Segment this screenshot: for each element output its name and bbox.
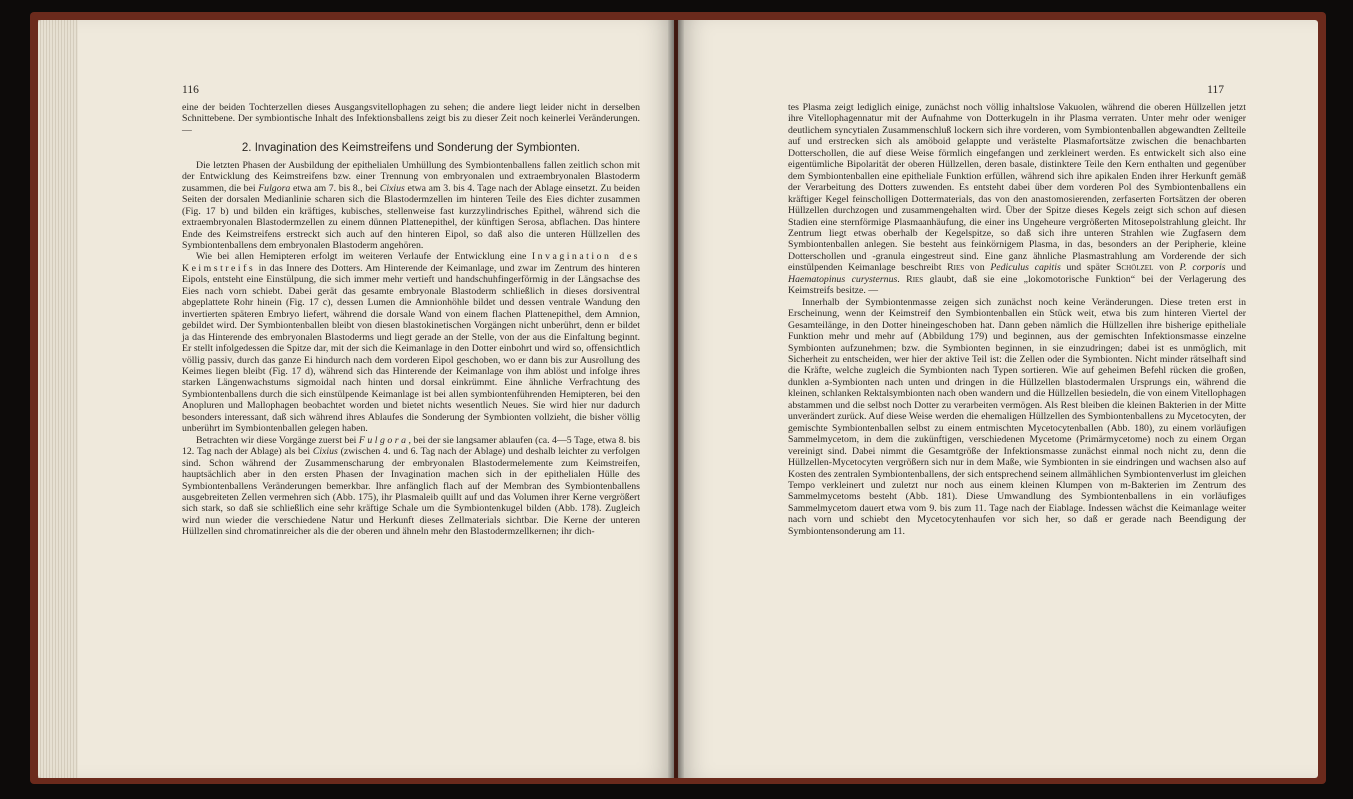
text-run: und [1225, 262, 1246, 274]
page-number-right: 117 [1207, 84, 1224, 96]
text-run: etwa am 7. bis 8., bei [290, 182, 380, 194]
paragraph-1 [182, 160, 640, 252]
paragraph-intro: eine der beiden Tochterzellen dieses Ausgangsvitellophagen zu sehen; die andere liegt leider nicht in derselben Schnittebene. Der symbiontische Inhalt des Infektionsballens zeigt bis zu dieser Zeit noch keinerlei Veränderungen. — [182, 102, 640, 136]
author-scholzel: Schölzel [1116, 262, 1154, 274]
paragraph-2 [182, 251, 640, 434]
page-edges [38, 20, 78, 778]
text-run: Wie bei allen Hemipteren erfolgt im weiteren Verlaufe der Entwicklung eine [196, 251, 532, 263]
right-page-text [788, 102, 1246, 537]
text-run: glaubt, daß sie eine „lokomotorische Funktion“ bei der Verlagerung des Keimstreifs besitze. — [788, 273, 1246, 297]
page-number-left: 116 [182, 84, 199, 96]
species-pediculus: Pediculus capitis [990, 262, 1061, 274]
text-run: und später [1060, 262, 1117, 274]
book-spread [30, 12, 1326, 784]
species-fulgora: Fulgora [258, 182, 291, 194]
text-run: in das Innere des Dotters. Am Hinterende der Keimanlage, und zwar im Zentrum des hinteren Eipols, entsteht eine Einstülpung, die sich immer mehr vertieft und handschuhfingerförmig in der Längsachse des Eies nach vorn schiebt. Dabei gerät das gesamte embryonale Blastoderm schließlich in dieses dorsiventral abgeplattete Rohr hinein (Fig. 17 c), dessen Lumen die Amnionhöhle bildet und dessen ventrale Wandung den invertierten späteren Embryo liefert, während die dorsale Wand von einem flachen Plattenepithel, dem Amnion, gebildet wird. Der Symbiontenballen bleibt von diesen blastokinetischen Vorgängen nicht unberührt, denn er bildet ja das Hinterende des embryonalen Blastoderms und liegt gerade an der Stelle, von der aus die Einfaltung beginnt. Er stellt infolgedessen die Spitze dar, mit der sich die Keimanlage in den Dotter einbohrt und wird so, offensichtlich völlig passiv, durch das ganze Ei hindurch nach dem vorderen Eipol geschoben, wo er dann bis zur Ausrollung des Keimes liegen bleibt (Fig. 17 d), während sich das Hinterende der Keimanlage von ihm ablöst und infolge ihres starken Längenwachstums sigmoidal nach hinten und dorsal einkrümmt. Eine ähnliche Verfrachtung des Symbiontenballens durch die sich einstülpende Keimanlage ist bei allen symbiontenführenden Hemipteren, bei den Anopluren und Mallophagen beobachtet worden und bietet nichts wesentlich Neues. Sie wird hier nur dadurch besonders interessant, daß sich während ihres Ablaufes die Sonderung der Symbionten vollzieht, die bisher völlig unberührt im Symbiontenballen gelegen haben. [182, 262, 640, 435]
left-page [38, 20, 674, 778]
spaced-term: Invagination des Keimstreifs [182, 251, 640, 274]
text-run: von [964, 262, 991, 274]
section-heading: 2. Invagination des Keimstreifens und Sonderung der Symbionten. [241, 142, 581, 155]
text-run: . [897, 273, 907, 285]
text-run: Betrachten wir diese Vorgänge zuerst bei [196, 434, 359, 446]
paragraph-1 [788, 102, 1246, 297]
author-ries: Ries [906, 273, 924, 285]
paragraph-2: Innerhalb der Symbiontenmasse zeigen sich zunächst noch keine Veränderungen. Diese treten erst in Erscheinung, wenn der Keimstreif den Symbiontenballen ein Stück weit, etwa bis zum hinteren Viertel der Gesamteilänge, in den Dotter hineingeschoben hat. Dann geben nämlich die Hüllzellen ihre bisherige epitheliale Funktion mehr und mehr auf (Abbildung 179) und beginnen, aus der gemischten Infektionsmasse einzelne Symbionten aufzunehmen; bzw. die Symbionten beginnen, in sie einzudringen; dabei ist es unmöglich, mit Sicherheit zu entscheiden, wer hier der aktive Teil ist: die Zellen oder die Symbionten. Nicht minder rätselhaft sind die Kräfte, welche zugleich die Symbionten nach Typen sortieren. Wie auf geheimen Befehl rücken die großen, dunklen a-Symbionten nach unten und dringen in die Hüllzellen blastodermalen Ursprungs ein, während die kleinen, schlanken Rektalsymbionten nach oben wandern und die Hüllzellen besiedeln, die von einem Vitellophagen abstammen und die selbst noch Dotter zu verarbeiten vermögen. Als Rest bleiben die kleinen Bakterien in der Mitte unverändert zurück. Auf diese Weise werden die ehemaligen Hüllzellen des Symbiontenballens zu Mycetocyten, der gemischte Symbiontenballen selbst zu einem entmischten Mycetocytenballen (Abb. 180), zu einem vorläufigen Sammelmycetom, in dem die zukünftigen, verschiedenen Mycetome (Primärmycetome) noch zu einem Organ vereinigt sind. Dabei nimmt die Gesamtgröße der Infektionsmasse zunächst einmal noch nicht zu, denn die Hüllzellen-Mycetocyten vergrößern sich nur in dem Maße, wie Symbionten in sie eindringen und wachsen also auf Kosten des zentralen Symbiontenballens, der sich entsprechend seinem allmählichen Symbiontenverlust im gleichen Tempo verkleinert und zuletzt nur noch aus einem kleinen Klumpen von m-Bakterien im Zentrum des Sammelmycetoms besteht (Abb. 181). Diese Umwandlung des Symbiontenballens in ein vorläufiges Sammelmycetom dauert etwa vom 9. bis zum 11. Tage nach der Eiablage. Indessen wächst die Keimanlage weiter nach vorn und schiebt den Mycetocytenhaufen vor sich her, so daß er gerade nach Beendigung der Symbiontensonderung am 11. [788, 296, 1246, 537]
text-run: von [1153, 262, 1180, 274]
species-haematopinus: Haematopinus curysternus [788, 273, 898, 285]
text-run: (zwischen 4. und 6. Tag nach der Ablage) und deshalb leichter zu verfolgen sind. Schon während der Zusammenscharung der embryonalen Blastodermelemente zum Keimstreifen, hauptsächlich aber in den ersten Phasen der Invagination machen sich in der epithelialen Hülle des Symbiontenballens Veränderungen bemerkbar. Ihre anfänglich flach auf der Membran des Symbiontenballens ausgebreiteten Zellen vermehren sich (Abb. 175), ihr Plasmaleib quillt auf und das Volumen ihrer Kerne vergrößert sich stark, so daß sie schließlich eine sehr kräftige Schale um die Symbiontenkugel bilden (Abb. 178). Zugleich wird nun wieder die verschiedene Natur und Herkunft dieses Zellmaterials sichtbar. Die Kerne der unteren Hüllzellen sind chromatinreicher als die der oberen und ähneln mehr den Blastodermzellkernen; ihr dich- [182, 446, 640, 538]
species-fulgora: Fulgora [358, 434, 409, 446]
text-run: tes Plasma zeigt lediglich einige, zunächst noch völlig inhaltslose Vakuolen, während die oberen Hüllzellen jetzt ihre Vitellophagennatur mit der Aufnahme von Dotterkugeln in ihr Plasma verraten. Unter mehr oder weniger deutlichem syncytialen Zusammenschluß lockern sich ihre vorderen, vom Symbiontenballen abgewandten Zellteile auf und erstrecken sich als amöboid gelappte und verästelte Plasmafortsätze zwischen die benachbarten Dotterschollen, die auf diese Weise förmlich eingefangen und zerkleinert werden. Es entwickelt sich also eine eigentümliche Bipolarität der oberen Hüllzellen, deren basale, distinktere Teile den Kern enthalten und gegenüber dem Symbiontenballen eine epitheliale Funktion erfüllen, während sich ihre apikalen Enden ihrer Herkunft gemäß der Verarbeitung des Dotters zuwenden. Es entsteht dabei über dem vorderen Pol des Symbiontenballens ein kräftiger Kegel feinscholligen Dottermaterials, das von den anastomosierenden, zerfaserten Fortsätzen der oberen Hüllzellen durchzogen und zusammengehalten wird. Über der Spitze dieses Kegels zeigt sich schon auf diesen Stadien eine sternförmige Plasmaanhäufung, die einer ins Ungeheure vergrößerten Mitosepolstrahlung gleicht. Ihr Zentrum liegt etwas oberhalb der Kegelspitze, so daß sich ihre unteren Strahlen wie Zugfasern dem Symbiontenballen anlegen. Sie besteht aus feinkörnigem Plasma, in das, besonders an der Peripherie, kleine Dotterschollen und -granula eingestreut sind. Eine ganz ähnliche Plasmastrahlung am Vorderende der sich einstülpenden Keimanlage beschreibt [788, 102, 1246, 274]
paragraph-3 [182, 435, 640, 538]
text-run: etwa am 3. bis 4. Tage nach der Ablage einsetzt. Zu beiden Seiten der dorsalen Medianlinie scharen sich die Blastodermzellen im hinteren Teile des Eies dichter zusammen (Fig. 17 b) und bilden ein kräftiges, kubisches, stellenweise fast kurzzylindrisches Epithel, während sich die extraembryonalen Blastodermzellen zu einem dünnen Plattenepithel, der künftigen Serosa, abflachen. Das hintere Ende des Keimstreifens erstreckt sich auch auf den hinteren Eipol, so daß also die unteren Hüllzellen des Symbiontenballens dem embryonalen Blastoderm angehören. [182, 182, 640, 251]
text-run: , bei der sie langsamer ablaufen (ca. 4—5 Tage, etwa 8. bis 12. Tag nach der Ablage) als bei [182, 434, 641, 458]
author-ries: Ries [947, 262, 965, 274]
text-run: Die letzten Phasen der Ausbildung der epithelialen Umhüllung des Symbiontenballens fallen zeitlich schon mit der Entwicklung des Keimstreifens bzw. einer Trennung von embryonalen und extraembryonalen Blastoderm zusammen, die bei [182, 159, 640, 194]
book-gutter [668, 20, 684, 778]
species-corporis: P. corporis [1179, 262, 1226, 274]
right-page [678, 20, 1318, 778]
species-cixius: Cixius [379, 182, 405, 194]
species-cixius: Cixius [312, 446, 338, 458]
left-page-text [182, 102, 640, 538]
